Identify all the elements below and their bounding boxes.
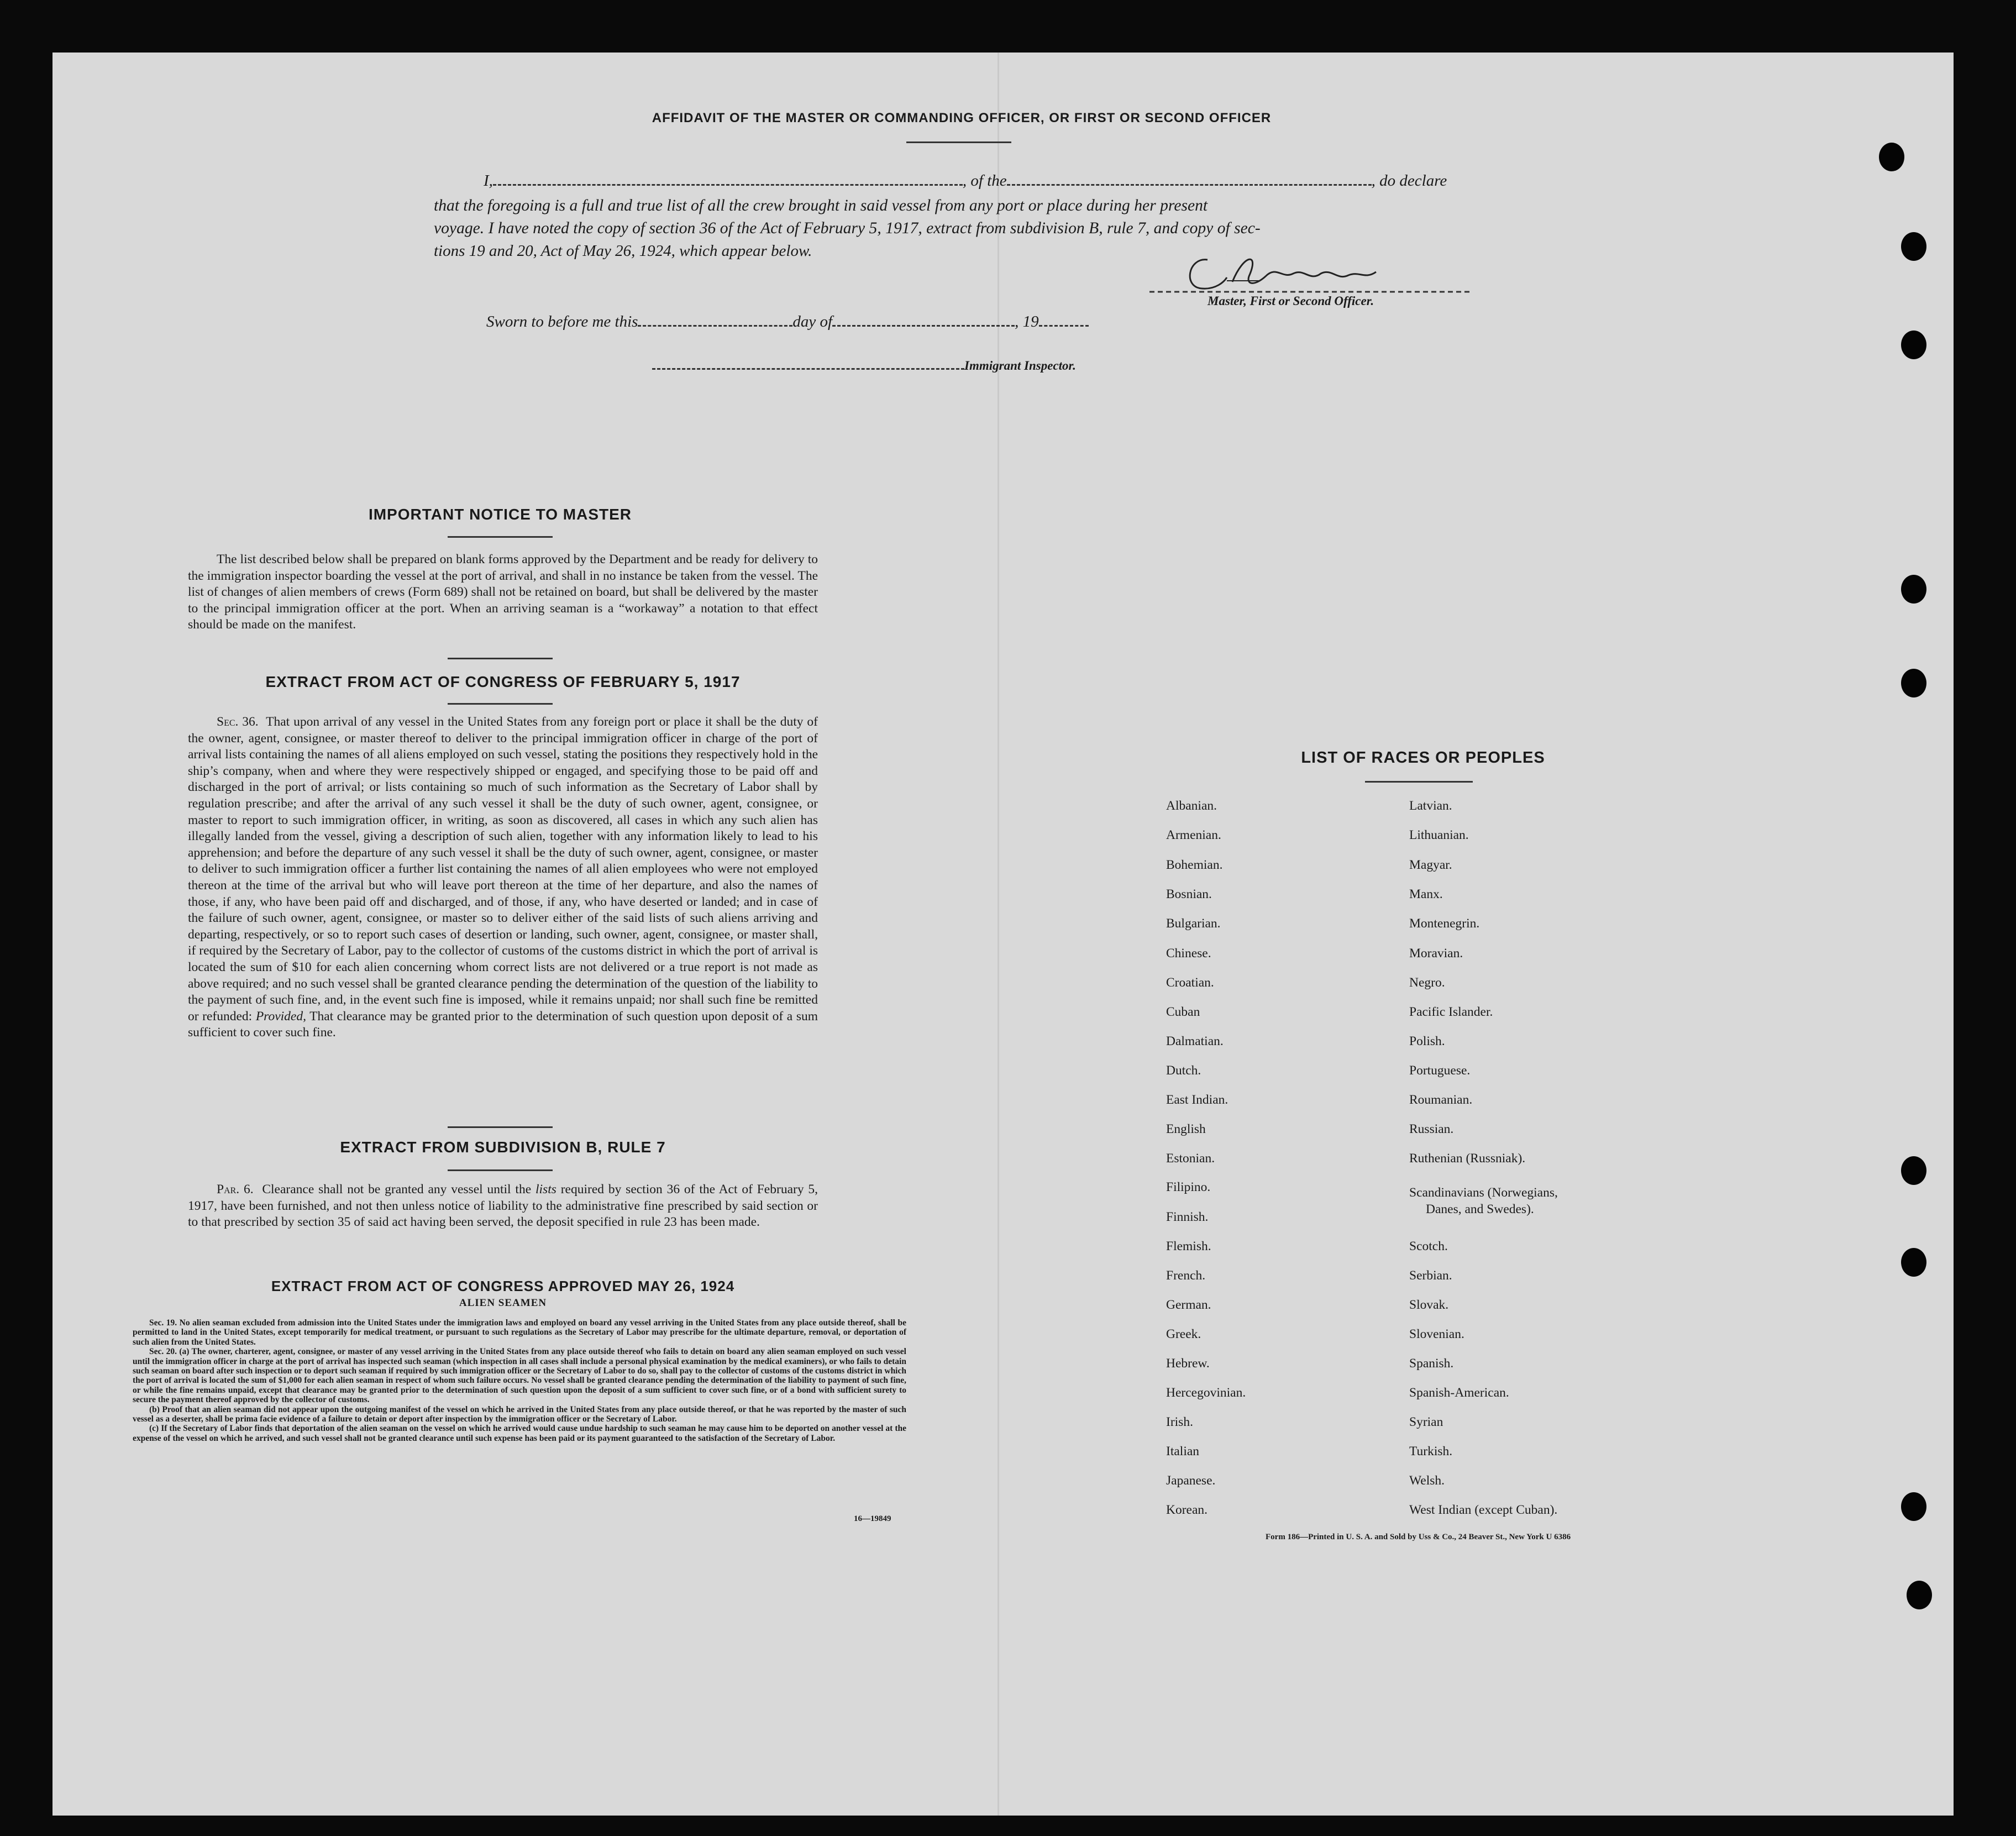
sworn-label: Sworn to before me this xyxy=(486,313,638,331)
race-item: Hercegovinian. xyxy=(1166,1386,1246,1400)
race-item: Russian. xyxy=(1409,1122,1454,1136)
paragraph-6-label: Par. 6. xyxy=(217,1182,254,1197)
race-item: Montenegrin. xyxy=(1409,916,1480,931)
inspector-line xyxy=(652,356,1076,375)
section-19-text: Sec. 19. No alien seaman excluded from admission into the United States under the immigration laws and employed on board any vessel arriving in the United States from any place outside thereof, shall be permitted to land in the United States, except temporarily for medical treatment, or pursuant to such regulations as the Secretary of Labor may prescribe for the ultimate departure, removal, or deportation of such alien from the United States. xyxy=(133,1318,906,1347)
race-item: Bosnian. xyxy=(1166,887,1212,901)
extract-1924-body xyxy=(133,1318,906,1443)
race-item: English xyxy=(1166,1122,1206,1136)
race-item: Italian xyxy=(1166,1444,1200,1459)
punch-hole xyxy=(1901,1156,1926,1185)
form-code: 16—19849 xyxy=(854,1514,891,1523)
declarant-name-field[interactable] xyxy=(493,176,963,186)
race-item: Finnish. xyxy=(1166,1210,1209,1224)
race-item: Greek. xyxy=(1166,1327,1201,1341)
sworn-month-field[interactable] xyxy=(832,317,1015,327)
race-item: Danes, and Swedes). xyxy=(1426,1202,1534,1216)
affidavit-line-4: tions 19 and 20, Act of May 26, 1924, which appear below. xyxy=(434,242,812,260)
races-title: LIST OF RACES OR PEOPLES xyxy=(1301,749,1545,767)
race-item: Pacific Islander. xyxy=(1409,1005,1493,1019)
signature-caption: Master, First or Second Officer. xyxy=(1208,294,1374,308)
punch-hole xyxy=(1901,232,1926,261)
race-item: Armenian. xyxy=(1166,828,1221,842)
notice-text: The list described below shall be prepared on blank forms approved by the Department and be ready for delivery to the immigration inspector boarding the vessel at the port of arrival, and shall in no instance be taken from the vessel. The list of changes of alien members of crews (Form 689) shall not be retained on board, but shall be delivered by the master to the principal immigration officer at the port. When an arriving seaman is a “workaway” a notation to that effect should be made on the manifest. xyxy=(188,552,818,632)
affidavit-line-3: voyage. I have noted the copy of section 36 of the Act of February 5, 1917, extract from subdivision B, rule 7, and copy of sec- xyxy=(434,219,1261,237)
master-signature xyxy=(1149,243,1470,298)
race-item: West Indian (except Cuban). xyxy=(1409,1503,1558,1517)
lists-word: lists xyxy=(535,1182,556,1197)
race-item: Roumanian. xyxy=(1409,1093,1473,1107)
punch-hole xyxy=(1901,331,1926,359)
notice-end-rule xyxy=(448,658,553,659)
race-item: Japanese. xyxy=(1166,1473,1216,1488)
section-36-label: Sec. 36. xyxy=(217,715,259,729)
extract-1924-subtitle: ALIEN SEAMEN xyxy=(459,1297,547,1309)
race-item: Irish. xyxy=(1166,1415,1193,1429)
declarant-label: I, xyxy=(484,172,493,190)
year-label: , 19 xyxy=(1015,313,1039,331)
declare-label: , do declare xyxy=(1371,172,1447,190)
race-item: Syrian xyxy=(1409,1415,1443,1429)
rule-7-title: EXTRACT FROM SUBDIVISION B, RULE 7 xyxy=(340,1139,666,1156)
race-item: Chinese. xyxy=(1166,946,1211,961)
section-20a-text: Sec. 20. (a) The owner, charterer, agent, consignee, or master of any vessel arriving in the United States from any place outside thereof who fails to detain on board any alien seaman employed on such vessel until the immigration officer in charge at the port of arrival has inspected such seaman (which inspection in all cases shall include a personal physical examination by the medical examiners), or who fails to detain such seaman on board after such inspection or to deport such seaman if required by such immigration officer or the Secretary of Labor to do so, shall pay to the collector of customs of the customs district in which the port of arrival is located the sum of $1,000 for each alien seaman in respect of whom such failure occurs. No vessel shall be granted clearance pending the determination of the liability to payment of such fine, or while the fine remains unpaid, except that clearance may be granted prior to the determination of such question upon the deposit of a sum sufficient to cover such fine, or of a bond with sufficient surety to secure the payment thereof approved by the collector of customs. xyxy=(133,1347,906,1405)
form-footer-note: Form 186—Printed in U. S. A. and Sold by Uss & Co., 24 Beaver St., New York U 6386 xyxy=(1266,1533,1571,1541)
affidavit-line-2: that the foregoing is a full and true list of all the crew brought in said vessel from any port or place during her present xyxy=(434,197,1208,214)
punch-hole xyxy=(1901,1492,1926,1521)
race-item: Scandinavians (Norwegians, xyxy=(1409,1185,1558,1200)
race-item: Latvian. xyxy=(1409,799,1452,813)
sworn-year-field[interactable] xyxy=(1039,317,1089,327)
race-item: Turkish. xyxy=(1409,1444,1453,1459)
races-right-column xyxy=(1409,799,1697,1528)
race-item: Flemish. xyxy=(1166,1239,1211,1253)
provided-label: Provided, xyxy=(255,1009,306,1024)
paragraph-6-body-b: required by section 36 of the Act of February 5, 1917, have been furnished, and not then unless notice of liability to the administrative fine prescribed by said section or to that prescribed by section 35 of said act having been served, the deposit specified in rule 23 has been made. xyxy=(188,1182,818,1229)
notice-title-rule xyxy=(448,536,553,538)
paragraph-6-body-a: Clearance shall not be granted any vessel until the xyxy=(262,1182,532,1197)
race-item: Hebrew. xyxy=(1166,1356,1210,1371)
race-item: Manx. xyxy=(1409,887,1443,901)
affidavit-line-1 xyxy=(484,171,1447,190)
extract-1917-body xyxy=(188,714,818,1041)
punch-hole xyxy=(1907,1581,1932,1609)
vessel-label: , of the xyxy=(962,172,1007,190)
race-item: Dutch. xyxy=(1166,1063,1201,1078)
race-item: Negro. xyxy=(1409,975,1445,990)
race-item: Croatian. xyxy=(1166,975,1214,990)
extract-1924-title: EXTRACT FROM ACT OF CONGRESS APPROVED MAY 26, 1924 xyxy=(271,1278,735,1294)
punch-hole xyxy=(1901,669,1926,697)
inspector-signature-field[interactable] xyxy=(652,360,964,370)
sworn-line xyxy=(486,312,1089,331)
extract-1917-title-rule xyxy=(448,703,553,705)
race-item: French. xyxy=(1166,1268,1206,1283)
inspector-caption: Immigrant Inspector. xyxy=(964,359,1076,373)
extract-1917-end-rule xyxy=(448,1126,553,1128)
race-item: East Indian. xyxy=(1166,1093,1229,1107)
races-left-column xyxy=(1166,799,1387,1528)
vessel-name-field[interactable] xyxy=(1007,176,1372,186)
race-item: Dalmatian. xyxy=(1166,1034,1224,1048)
sworn-day-field[interactable] xyxy=(638,317,792,327)
race-item: Spanish. xyxy=(1409,1356,1454,1371)
race-item: Polish. xyxy=(1409,1034,1445,1048)
race-item: Moravian. xyxy=(1409,946,1463,961)
section-20c-text: (c) If the Secretary of Labor finds that deportation of the alien seaman on the vessel on which he arrived would cause undue hardship to such seaman he may cause him to be deported on another vessel at the expense of the vessel on which he arrived, and such vessel shall not be granted clearance until such expense has been paid or its payment guaranteed to the satisfaction of the Secretary of Labor. xyxy=(133,1424,906,1443)
race-item: Slovak. xyxy=(1409,1298,1449,1312)
punch-hole xyxy=(1901,575,1926,604)
race-item: Ruthenian (Russniak). xyxy=(1409,1151,1526,1166)
rule-7-body xyxy=(188,1182,818,1231)
race-item: Spanish-American. xyxy=(1409,1386,1509,1400)
race-item: Estonian. xyxy=(1166,1151,1215,1166)
race-item: Filipino. xyxy=(1166,1180,1211,1194)
race-item: Slovenian. xyxy=(1409,1327,1464,1341)
section-36-text xyxy=(188,714,818,1041)
provided-text: That clearance may be granted prior to the determination of such question upon deposit of a sum sufficient to cover such fine. xyxy=(188,1009,818,1040)
race-item: Portuguese. xyxy=(1409,1063,1471,1078)
race-item: Bohemian. xyxy=(1166,858,1223,872)
race-item: Lithuanian. xyxy=(1409,828,1469,842)
day-of-label: day of xyxy=(792,313,833,331)
section-20b-text: (b) Proof that an alien seaman did not appear upon the outgoing manifest of the vessel on which he arrived in the United States from any place outside thereof, or that he was reported by the master of such vessel as a deserter, shall be prima facie evidence of a failure to detain or deport after inspection by the immigration officer or the Secretary of Labor. xyxy=(133,1404,906,1424)
race-item: Magyar. xyxy=(1409,858,1452,872)
race-item: Cuban xyxy=(1166,1005,1200,1019)
punch-hole xyxy=(1901,1248,1926,1277)
punch-hole xyxy=(1879,143,1904,171)
affidavit-title: AFFIDAVIT OF THE MASTER OR COMMANDING OFFICER, OR FIRST OR SECOND OFFICER xyxy=(652,111,1272,125)
extract-1917-title: EXTRACT FROM ACT OF CONGRESS OF FEBRUARY 5, 1917 xyxy=(265,673,741,690)
rule-7-title-rule xyxy=(448,1169,553,1171)
race-item: German. xyxy=(1166,1298,1211,1312)
race-item: Bulgarian. xyxy=(1166,916,1221,931)
race-item: Korean. xyxy=(1166,1503,1208,1517)
affidavit-title-rule xyxy=(906,141,1011,143)
section-36-body: That upon arrival of any vessel in the United States from any foreign port or place it shall be the duty of the owner, agent, consignee, or master thereof to deliver to the principal immigration officer in charge of the port of arrival lists containing the names of all aliens employed on such vessel, stating the positions they respectively hold in the ship’s company, when and where they were respectively shipped or engaged, and specifying those to be paid off and discharged in the port of arrival; or lists containing so much of such information as the Secretary of Labor shall by regulation prescribe; and after the arrival of any such vessel it shall be the duty of such owner, agent, consignee, or master to report to such immigration officer, in writing, as soon as discovered, all cases in which any such alien has illegally landed from the vessel, giving a description of such alien, together with any information likely to lead to his apprehension; and before the departure of any such vessel it shall be the duty of such owner, agent, consignee, or master to deliver to such immigration officer a further list containing the names of all alien employees who were not employed thereon at the time of the arrival but who will leave port thereon at the time of her departure, and also the names of those, if any, who have been paid off and discharged, and of those, if any, who have deserted or landed; and in case of the failure of such owner, agent, consignee, or master so to deliver either of the said lists of such aliens arriving and departing, respectively, or so to report such cases of desertion or landing, such owner, agent, consignee, or master shall, if required by the Secretary of Labor, pay to the collector of customs of the customs district in which the port of arrival is located the sum of $10 for each alien concerning whom correct lists are not delivered or a true report is not made as above required; and no such vessel shall be granted clearance pending the determination of the question of the liability to the payment of such fine, and, in the event such fine is imposed, while it remains unpaid; nor shall such fine be remitted or refunded: xyxy=(188,715,818,1024)
race-item: Albanian. xyxy=(1166,799,1217,813)
notice-title: IMPORTANT NOTICE TO MASTER xyxy=(368,506,632,523)
race-item: Welsh. xyxy=(1409,1473,1445,1488)
race-item: Scotch. xyxy=(1409,1239,1448,1253)
race-item: Serbian. xyxy=(1409,1268,1452,1283)
notice-body xyxy=(188,552,818,633)
races-title-rule xyxy=(1365,781,1473,783)
paragraph-6-text xyxy=(188,1182,818,1231)
